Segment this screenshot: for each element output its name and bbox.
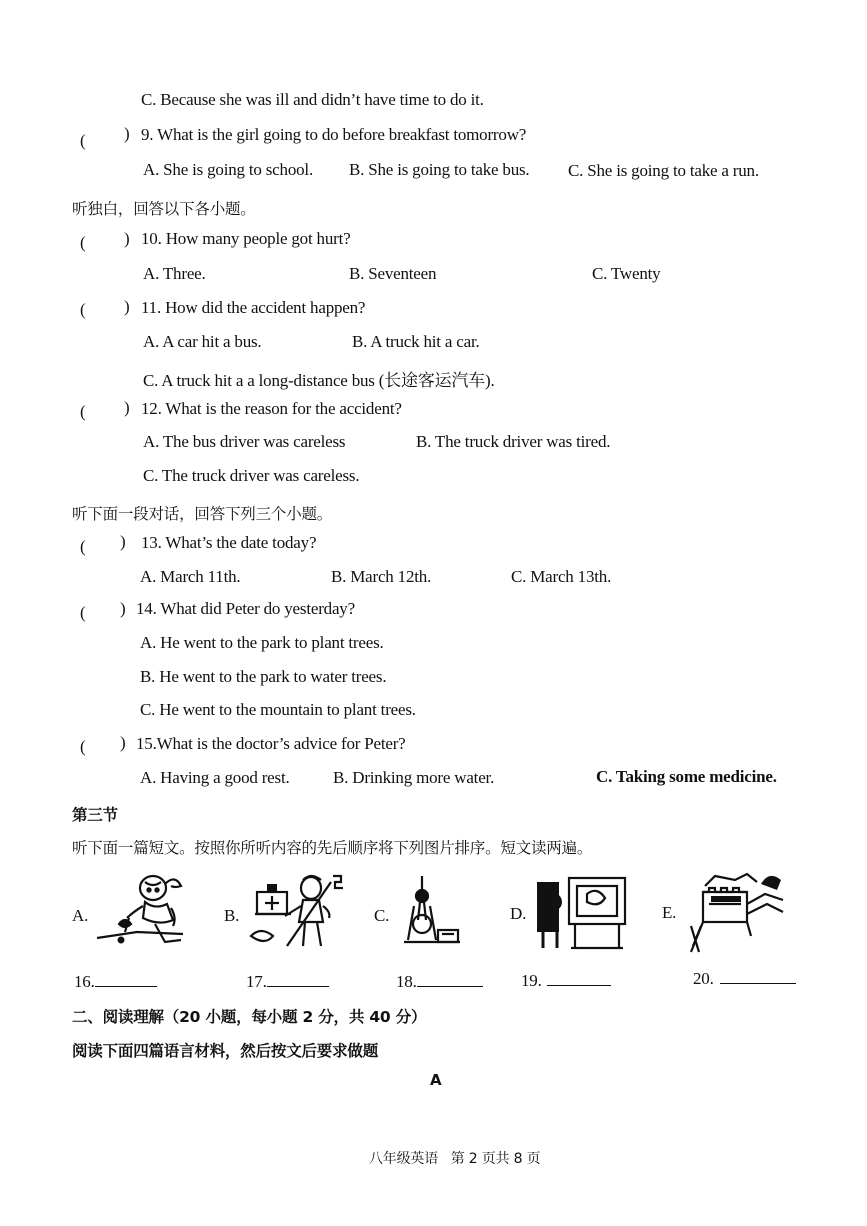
q13-paren-open: ( <box>80 537 86 556</box>
q11-question: 11. How did the accident happen? <box>141 298 366 317</box>
q15-option-b: B. Drinking more water. <box>333 768 495 787</box>
q12-option-a: A. The bus driver was careless <box>143 432 346 451</box>
answer-blank-16-line[interactable] <box>95 972 157 987</box>
q13-option-c: C. March 13th. <box>511 567 612 586</box>
q13-option-b: B. March 12th. <box>331 567 432 586</box>
passage-label: A <box>430 1071 442 1089</box>
picture-label-e: E. <box>662 903 677 922</box>
girl-planting-tree-picture <box>95 872 195 947</box>
q15-question: 15.What is the doctor’s advice for Peter? <box>136 734 406 753</box>
section3-title: 第三节 <box>72 806 118 824</box>
part2-instruction: 阅读下面四篇语言材料，然后按文后要求做题 <box>72 1042 379 1060</box>
q15-paren-open: ( <box>80 737 86 756</box>
q12-option-c: C. The truck driver was careless. <box>143 466 360 485</box>
q14-paren-close: ) <box>120 599 126 618</box>
q12-option-b: B. The truck driver was tired. <box>416 432 611 451</box>
monologue-instruction: 听独白，回答以下各小题。 <box>72 200 256 218</box>
dialogue-instruction: 听下面一段对话，回答下列三个小题。 <box>72 505 333 523</box>
picture-label-c: C. <box>374 906 390 925</box>
q11-option-a: A. A car hit a bus. <box>143 332 262 351</box>
q12-paren-close: ) <box>124 398 130 417</box>
q15-option-a: A. Having a good rest. <box>140 768 290 787</box>
q10-option-a: A. Three. <box>143 264 206 283</box>
answer-blank-16[interactable] <box>74 972 157 992</box>
page-footer: 八年级英语 第 2 页共 8 页 <box>369 1151 541 1167</box>
q13-question: 13. What’s the date today? <box>141 533 317 552</box>
answer-blank-18-label: 18. <box>396 972 417 991</box>
answer-blank-17-label: 17. <box>246 972 267 991</box>
person-sweeping-picture <box>247 872 347 950</box>
answer-blank-20-label: 20. <box>693 969 714 988</box>
q8-option-c: C. Because she was ill and didn’t have time to do it. <box>141 90 484 109</box>
answer-blank-20[interactable] <box>693 969 796 989</box>
q9-option-b: B. She is going to take bus. <box>349 160 530 179</box>
answer-blank-17[interactable] <box>246 972 329 992</box>
q13-paren-close: ) <box>120 532 126 551</box>
q9-paren-open: ( <box>80 131 86 150</box>
picture-label-a: A. <box>72 906 89 925</box>
q11-option-c: C. A truck hit a a long-distance bus (长途客运汽车). <box>143 371 495 390</box>
q9-option-a: A. She is going to school. <box>143 160 313 179</box>
q12-paren-open: ( <box>80 402 86 421</box>
q12-question: 12. What is the reason for the accident? <box>141 399 402 418</box>
great-wall-picture <box>687 870 787 954</box>
q14-question: 14. What did Peter do yesterday? <box>136 599 355 618</box>
answer-blank-18-line[interactable] <box>417 972 483 987</box>
answer-blank-17-line[interactable] <box>267 972 329 987</box>
q10-paren-open: ( <box>80 233 86 252</box>
q9-question: 9. What is the girl going to do before breakfast tomorrow? <box>141 125 527 144</box>
q14-paren-open: ( <box>80 603 86 622</box>
answer-blank-19-label: 19. <box>521 971 542 990</box>
person-watching-tv-picture <box>535 872 635 952</box>
answer-blank-18[interactable] <box>396 972 483 992</box>
answer-blank-19-line[interactable] <box>547 971 611 986</box>
q11-option-b: B. A truck hit a car. <box>352 332 480 351</box>
q9-option-c: C. She is going to take a run. <box>568 161 759 180</box>
q10-paren-close: ) <box>124 229 130 248</box>
tv-tower-picture <box>400 874 464 950</box>
q14-option-c: C. He went to the mountain to plant trees. <box>140 700 416 719</box>
answer-blank-16-label: 16. <box>74 972 95 991</box>
picture-label-d: D. <box>510 904 527 923</box>
q11-paren-open: ( <box>80 300 86 319</box>
q15-paren-close: ) <box>120 733 126 752</box>
answer-blank-19[interactable] <box>521 971 611 991</box>
q10-option-c: C. Twenty <box>592 264 661 283</box>
picture-label-b: B. <box>224 906 240 925</box>
q9-paren-close: ) <box>124 124 130 143</box>
q15-option-c: C. Taking some medicine. <box>596 767 777 786</box>
section3-instruction: 听下面一篇短文。按照你所听内容的先后顺序将下列图片排序。短文读两遍。 <box>72 839 593 857</box>
part2-title: 二、阅读理解（20 小题，每小题 2 分，共 40 分） <box>72 1008 427 1026</box>
q11-paren-close: ) <box>124 297 130 316</box>
q10-question: 10. How many people got hurt? <box>141 229 351 248</box>
q13-option-a: A. March 11th. <box>140 567 241 586</box>
q10-option-b: B. Seventeen <box>349 264 437 283</box>
q14-option-a: A. He went to the park to plant trees. <box>140 633 384 652</box>
q14-option-b: B. He went to the park to water trees. <box>140 667 387 686</box>
answer-blank-20-line[interactable] <box>720 969 796 984</box>
